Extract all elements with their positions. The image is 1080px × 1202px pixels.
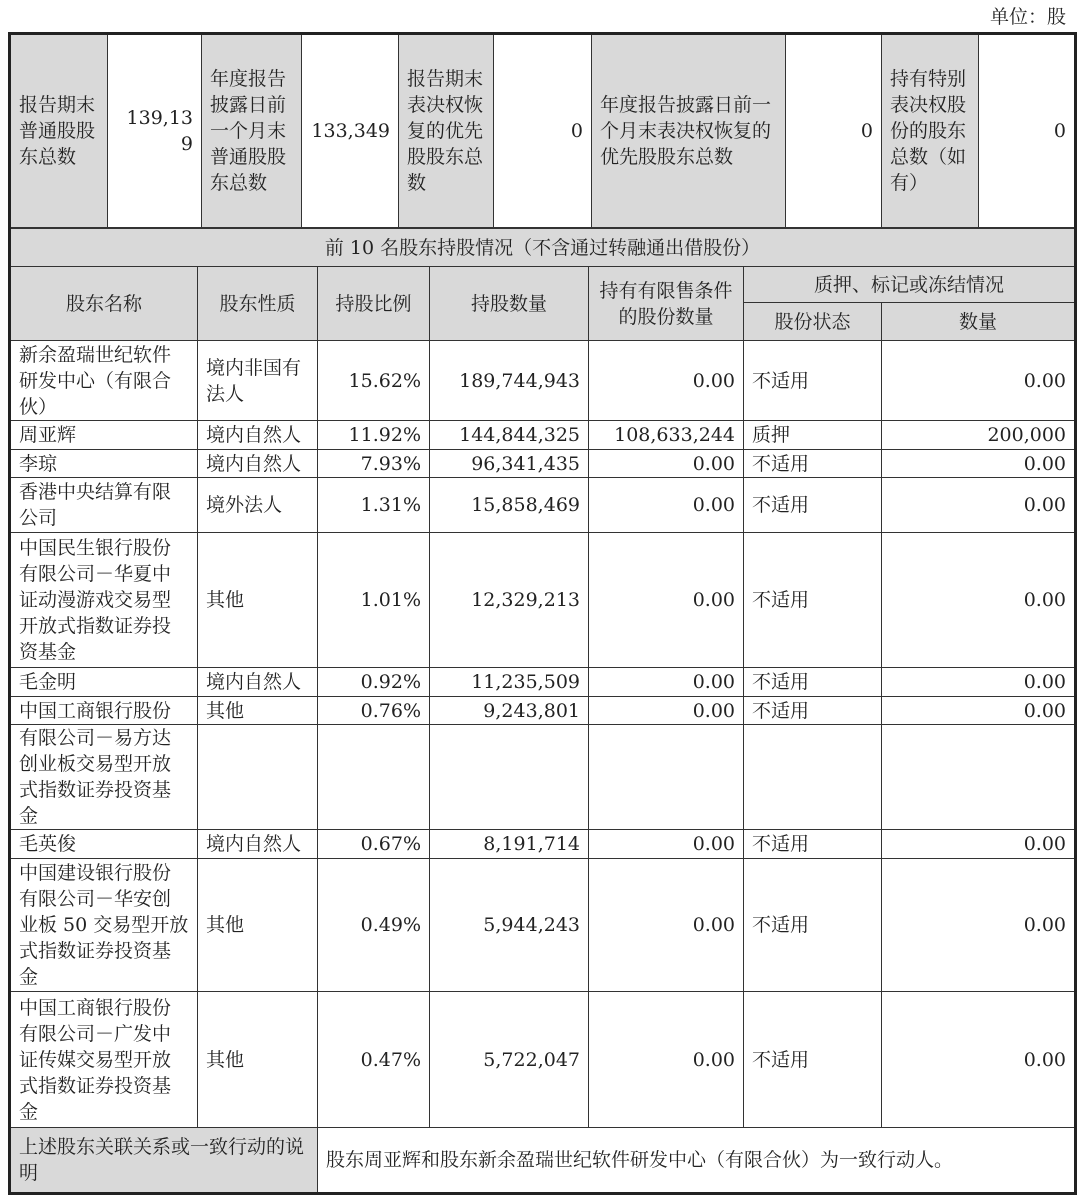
cell-qty: 0.00 [882,859,1076,992]
cell-restricted: 0.00 [589,830,744,859]
summary-value: 0 [979,34,1076,228]
cell-status: 不适用 [744,478,882,533]
table-row [10,697,1076,725]
cell-count: 8,191,714 [430,830,589,859]
cell-ratio: 0.47% [318,992,430,1128]
cell-nature: 境内自然人 [198,421,318,450]
cell-name: 中国建设银行股份有限公司－华安创业板 50 交易型开放式指数证券投资基金 [10,859,198,992]
section-title: 前 10 名股东持股情况（不含通过转融通出借股份） [10,229,1076,267]
cell-nature: 其他 [198,859,318,992]
cell-ratio: 0.92% [318,668,430,697]
table-row [10,450,1076,478]
cell-restricted: 0.00 [589,992,744,1128]
cell-nature: 其他 [198,697,318,725]
cell-ratio: 0.76% [318,697,430,725]
cell-qty: 200,000 [882,421,1076,450]
summary-row [10,34,1076,228]
cell-ratio: 0.49% [318,859,430,992]
cell-name: 李琼 [10,450,198,478]
summary-label: 报告期末表决权恢复的优先股股东总数 [399,34,494,228]
cell-restricted: 108,633,244 [589,421,744,450]
cell-count: 9,243,801 [430,697,589,725]
cell-qty: 0.00 [882,450,1076,478]
cell-count: 189,744,943 [430,341,589,421]
cell-count: 144,844,325 [430,421,589,450]
table-row [10,992,1076,1128]
cell-name: 毛英俊 [10,830,198,859]
cell-status [744,725,882,830]
header-ratio: 持股比例 [318,267,430,341]
cell-ratio: 0.67% [318,830,430,859]
cell-count: 5,722,047 [430,992,589,1128]
cell-qty: 0.00 [882,830,1076,859]
cell-name: 周亚辉 [10,421,198,450]
cell-name: 新余盈瑞世纪软件研发中心（有限合伙） [10,341,198,421]
cell-status: 不适用 [744,533,882,668]
cell-count: 96,341,435 [430,450,589,478]
cell-qty: 0.00 [882,992,1076,1128]
footer-value: 股东周亚辉和股东新余盈瑞世纪软件研发中心（有限合伙）为一致行动人。 [318,1128,1076,1194]
cell-restricted [589,725,744,830]
cell-status: 不适用 [744,859,882,992]
table-row [10,533,1076,668]
cell-nature: 境内自然人 [198,830,318,859]
summary-value: 139,139 [108,34,202,228]
summary-label: 报告期末普通股股东总数 [10,34,108,228]
cell-nature: 境外法人 [198,478,318,533]
cell-status: 不适用 [744,341,882,421]
cell-restricted: 0.00 [589,341,744,421]
header-name: 股东名称 [10,267,198,341]
cell-name: 中国工商银行股份 [10,697,198,725]
cell-qty [882,725,1076,830]
table-row [10,725,1076,830]
cell-nature: 其他 [198,533,318,668]
header-qty: 数量 [882,303,1076,341]
summary-value: 0 [786,34,882,228]
cell-count: 15,858,469 [430,478,589,533]
summary-label: 年度报告披露日前一个月末普通股股东总数 [202,34,302,228]
cell-count [430,725,589,830]
cell-ratio [318,725,430,830]
cell-nature [198,725,318,830]
table-row [10,830,1076,859]
cell-restricted: 0.00 [589,668,744,697]
cell-restricted: 0.00 [589,697,744,725]
table-row [10,421,1076,450]
cell-qty: 0.00 [882,533,1076,668]
summary-table [8,32,1077,228]
shareholders-table [8,228,1077,1195]
cell-qty: 0.00 [882,341,1076,421]
header-restricted: 持有有限售条件的股份数量 [589,267,744,341]
cell-status: 不适用 [744,992,882,1128]
cell-restricted: 0.00 [589,859,744,992]
cell-ratio: 7.93% [318,450,430,478]
cell-count: 5,944,243 [430,859,589,992]
cell-name: 毛金明 [10,668,198,697]
summary-value: 0 [494,34,592,228]
table-row [10,478,1076,533]
cell-restricted: 0.00 [589,478,744,533]
cell-name: 中国工商银行股份有限公司－广发中证传媒交易型开放式指数证券投资基金 [10,992,198,1128]
summary-label: 年度报告披露日前一个月末表决权恢复的优先股股东总数 [592,34,786,228]
cell-name: 有限公司－易方达创业板交易型开放式指数证券投资基金 [10,725,198,830]
unit-label: 单位：股 [989,6,1066,28]
cell-qty: 0.00 [882,697,1076,725]
cell-nature: 境内自然人 [198,668,318,697]
cell-nature: 境内自然人 [198,450,318,478]
table-row [10,341,1076,421]
header-status: 股份状态 [744,303,882,341]
cell-status: 不适用 [744,668,882,697]
cell-ratio: 1.31% [318,478,430,533]
summary-value: 133,349 [302,34,399,228]
cell-status: 质押 [744,421,882,450]
cell-qty: 0.00 [882,668,1076,697]
cell-ratio: 11.92% [318,421,430,450]
cell-restricted: 0.00 [589,533,744,668]
cell-nature: 其他 [198,992,318,1128]
summary-label: 持有特别表决权股份的股东总数（如有） [882,34,979,228]
cell-name: 中国民生银行股份有限公司－华夏中证动漫游戏交易型开放式指数证券投资基金 [10,533,198,668]
header-pledge-group: 质押、标记或冻结情况 [744,267,1076,303]
table-row [10,668,1076,697]
footer-row [10,1128,1076,1194]
cell-nature: 境内非国有法人 [198,341,318,421]
header-count: 持股数量 [430,267,589,341]
cell-ratio: 1.01% [318,533,430,668]
cell-qty: 0.00 [882,478,1076,533]
cell-count: 12,329,213 [430,533,589,668]
cell-ratio: 15.62% [318,341,430,421]
cell-restricted: 0.00 [589,450,744,478]
header-nature: 股东性质 [198,267,318,341]
footer-label: 上述股东关联关系或一致行动的说明 [10,1128,318,1194]
cell-name: 香港中央结算有限公司 [10,478,198,533]
cell-count: 11,235,509 [430,668,589,697]
cell-status: 不适用 [744,830,882,859]
cell-status: 不适用 [744,697,882,725]
table-row [10,859,1076,992]
cell-status: 不适用 [744,450,882,478]
